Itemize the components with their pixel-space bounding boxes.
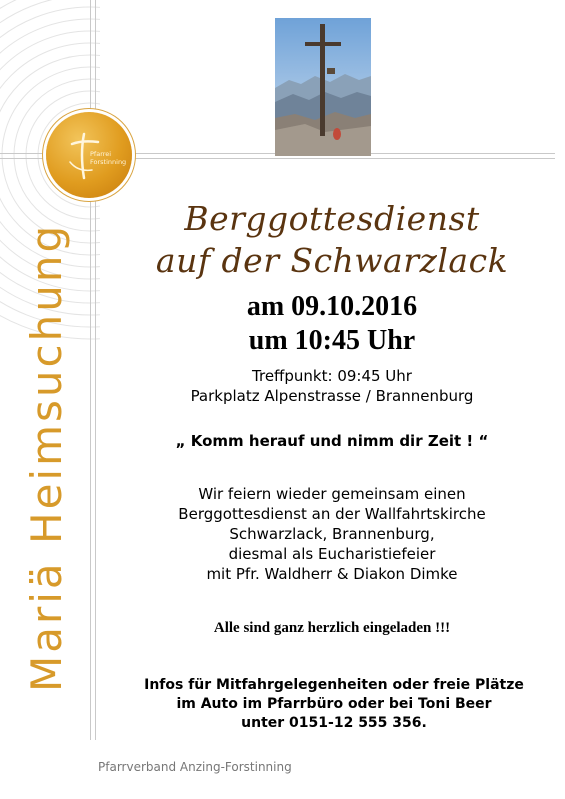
description-line: diesmal als Eucharistiefeier — [228, 545, 436, 563]
meeting-point-block — [112, 366, 552, 406]
description-block — [112, 484, 552, 584]
parish-logo — [46, 112, 132, 198]
event-date: am 09.10.2016 — [246, 291, 418, 322]
meeting-location: Parkplatz Alpenstrasse / Brannenburg — [190, 387, 474, 405]
vertical-divider-line — [90, 0, 91, 740]
event-datetime — [112, 290, 552, 358]
contact-line: im Auto im Pfarrbüro oder bei Toni Beer — [176, 696, 492, 712]
contact-line: Infos für Mitfahrgelegenheiten oder freie Plätze — [144, 677, 524, 693]
description-line: Wir feiern wieder gemeinsam einen — [198, 485, 466, 503]
vertical-parish-name: Mariä Heimsuchung — [22, 222, 71, 692]
logo-text: Pfarrei Forstinning — [90, 150, 127, 166]
meeting-point: Treffpunkt: 09:45 Uhr — [252, 367, 412, 385]
event-time: um 10:45 Uhr — [248, 325, 416, 356]
motto: „ Komm herauf und nimm dir Zeit ! “ — [175, 432, 489, 450]
title-line-2: auf der Schwarzlack — [155, 241, 509, 280]
description-line: Berggottesdienst an der Wallfahrtskirche — [178, 505, 486, 523]
title-line-1: Berggottesdienst — [184, 199, 480, 238]
title-block — [112, 198, 552, 282]
invitation: Alle sind ganz herzlich eingeladen !!! — [213, 620, 451, 636]
description-line: Schwarzlack, Brannenburg, — [229, 525, 435, 543]
contact-line: unter 0151-12 555 356. — [241, 715, 427, 731]
description-line: mit Pfr. Waldherr & Diakon Dimke — [206, 565, 458, 583]
summit-cross-photo — [275, 18, 371, 156]
contact-block — [106, 676, 562, 733]
footer-organization: Pfarrverband Anzing-Forstinning — [98, 760, 292, 774]
vertical-divider-line — [95, 0, 96, 740]
